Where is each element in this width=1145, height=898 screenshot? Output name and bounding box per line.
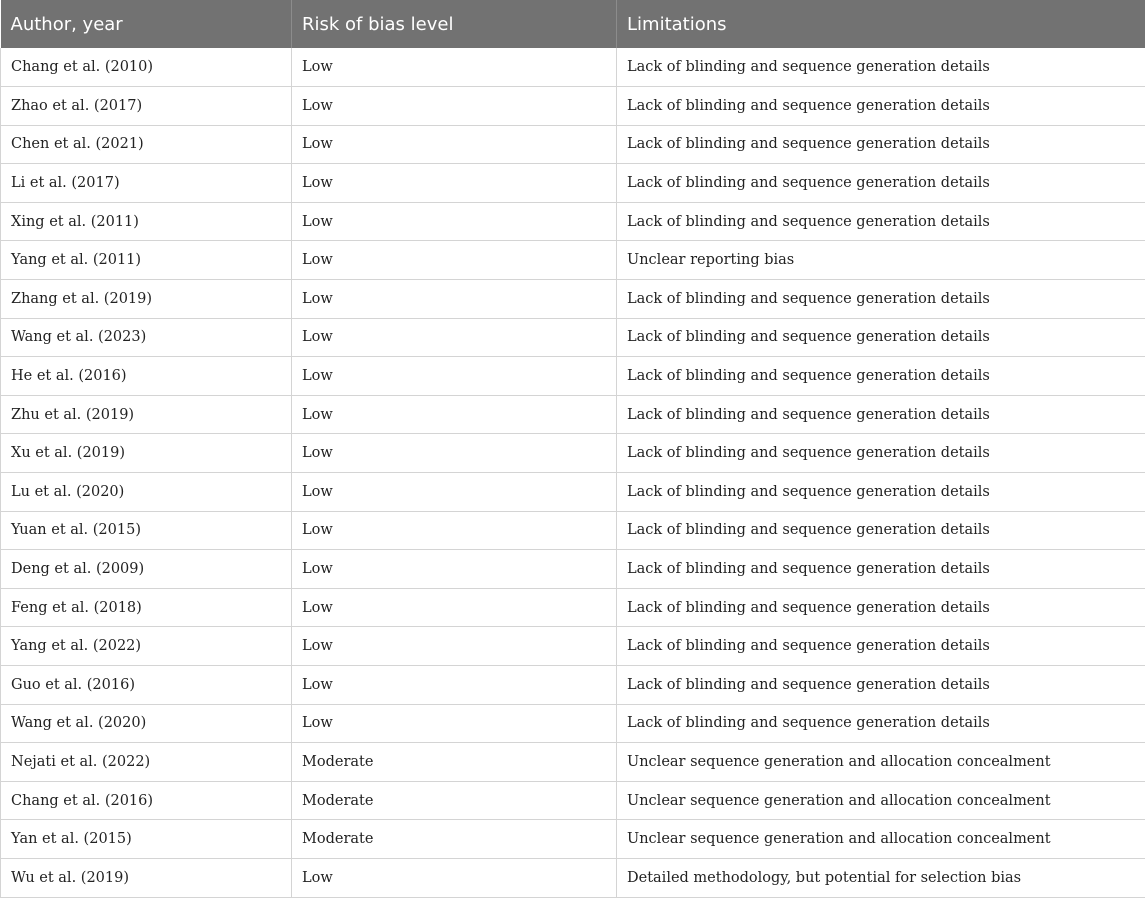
cell-limitations: Unclear sequence generation and allocation concealment bbox=[617, 781, 1145, 820]
cell-risk-level: Moderate bbox=[292, 743, 617, 782]
cell-author-year: He et al. (2016) bbox=[1, 357, 292, 396]
table-row bbox=[1, 781, 1145, 820]
table-row bbox=[1, 511, 1145, 550]
cell-risk-level: Low bbox=[292, 202, 617, 241]
table-row bbox=[1, 395, 1145, 434]
cell-limitations: Lack of blinding and sequence generation details bbox=[617, 588, 1145, 627]
table-row bbox=[1, 357, 1145, 396]
cell-limitations: Lack of blinding and sequence generation details bbox=[617, 318, 1145, 357]
cell-author-year: Xu et al. (2019) bbox=[1, 434, 292, 473]
cell-risk-level: Moderate bbox=[292, 820, 617, 859]
cell-risk-level: Low bbox=[292, 164, 617, 203]
cell-author-year: Lu et al. (2020) bbox=[1, 473, 292, 512]
table-row bbox=[1, 280, 1145, 319]
cell-author-year: Yuan et al. (2015) bbox=[1, 511, 292, 550]
cell-limitations: Lack of blinding and sequence generation details bbox=[617, 550, 1145, 589]
cell-author-year: Yan et al. (2015) bbox=[1, 820, 292, 859]
cell-risk-level: Low bbox=[292, 280, 617, 319]
cell-risk-level: Low bbox=[292, 473, 617, 512]
cell-limitations: Lack of blinding and sequence generation details bbox=[617, 357, 1145, 396]
header-risk-of-bias-level: Risk of bias level bbox=[292, 0, 617, 48]
cell-author-year: Yang et al. (2022) bbox=[1, 627, 292, 666]
cell-author-year: Chen et al. (2021) bbox=[1, 125, 292, 164]
cell-risk-level: Low bbox=[292, 357, 617, 396]
table-row bbox=[1, 48, 1145, 87]
cell-risk-level: Low bbox=[292, 48, 617, 87]
cell-risk-level: Low bbox=[292, 550, 617, 589]
cell-risk-level: Low bbox=[292, 588, 617, 627]
cell-limitations: Lack of blinding and sequence generation details bbox=[617, 48, 1145, 87]
cell-author-year: Nejati et al. (2022) bbox=[1, 743, 292, 782]
cell-author-year: Chang et al. (2016) bbox=[1, 781, 292, 820]
cell-author-year: Wang et al. (2023) bbox=[1, 318, 292, 357]
table-row bbox=[1, 704, 1145, 743]
table-row bbox=[1, 318, 1145, 357]
cell-author-year: Yang et al. (2011) bbox=[1, 241, 292, 280]
cell-author-year: Wang et al. (2020) bbox=[1, 704, 292, 743]
cell-risk-level: Moderate bbox=[292, 781, 617, 820]
cell-limitations: Lack of blinding and sequence generation details bbox=[617, 395, 1145, 434]
cell-author-year: Feng et al. (2018) bbox=[1, 588, 292, 627]
table-row bbox=[1, 473, 1145, 512]
cell-limitations: Lack of blinding and sequence generation details bbox=[617, 666, 1145, 705]
cell-author-year: Deng et al. (2009) bbox=[1, 550, 292, 589]
cell-author-year: Chang et al. (2010) bbox=[1, 48, 292, 87]
table-row bbox=[1, 164, 1145, 203]
table-row bbox=[1, 87, 1145, 126]
cell-risk-level: Low bbox=[292, 125, 617, 164]
cell-risk-level: Low bbox=[292, 318, 617, 357]
table-row bbox=[1, 858, 1145, 897]
cell-risk-level: Low bbox=[292, 511, 617, 550]
cell-limitations: Lack of blinding and sequence generation details bbox=[617, 280, 1145, 319]
cell-author-year: Li et al. (2017) bbox=[1, 164, 292, 203]
cell-limitations: Lack of blinding and sequence generation details bbox=[617, 511, 1145, 550]
header-author-year: Author, year bbox=[1, 0, 292, 48]
cell-limitations: Lack of blinding and sequence generation details bbox=[617, 473, 1145, 512]
cell-limitations: Lack of blinding and sequence generation details bbox=[617, 202, 1145, 241]
header-row bbox=[1, 0, 1145, 48]
cell-limitations: Lack of blinding and sequence generation details bbox=[617, 704, 1145, 743]
table-row bbox=[1, 666, 1145, 705]
cell-limitations: Unclear sequence generation and allocation concealment bbox=[617, 820, 1145, 859]
cell-risk-level: Low bbox=[292, 627, 617, 666]
cell-author-year: Zhu et al. (2019) bbox=[1, 395, 292, 434]
table-body bbox=[1, 48, 1145, 897]
cell-risk-level: Low bbox=[292, 87, 617, 126]
cell-author-year: Wu et al. (2019) bbox=[1, 858, 292, 897]
cell-limitations: Lack of blinding and sequence generation details bbox=[617, 87, 1145, 126]
table-row bbox=[1, 202, 1145, 241]
cell-risk-level: Low bbox=[292, 666, 617, 705]
table-row bbox=[1, 550, 1145, 589]
table-row bbox=[1, 588, 1145, 627]
cell-author-year: Zhang et al. (2019) bbox=[1, 280, 292, 319]
table-row bbox=[1, 820, 1145, 859]
cell-risk-level: Low bbox=[292, 395, 617, 434]
cell-limitations: Lack of blinding and sequence generation details bbox=[617, 164, 1145, 203]
cell-author-year: Zhao et al. (2017) bbox=[1, 87, 292, 126]
table-row bbox=[1, 627, 1145, 666]
cell-risk-level: Low bbox=[292, 241, 617, 280]
cell-limitations: Detailed methodology, but potential for selection bias bbox=[617, 858, 1145, 897]
cell-limitations: Unclear reporting bias bbox=[617, 241, 1145, 280]
table-row bbox=[1, 743, 1145, 782]
cell-risk-level: Low bbox=[292, 858, 617, 897]
cell-limitations: Unclear sequence generation and allocation concealment bbox=[617, 743, 1145, 782]
table-row bbox=[1, 241, 1145, 280]
cell-limitations: Lack of blinding and sequence generation details bbox=[617, 627, 1145, 666]
cell-limitations: Lack of blinding and sequence generation details bbox=[617, 434, 1145, 473]
cell-limitations: Lack of blinding and sequence generation details bbox=[617, 125, 1145, 164]
cell-author-year: Xing et al. (2011) bbox=[1, 202, 292, 241]
cell-risk-level: Low bbox=[292, 434, 617, 473]
table-row bbox=[1, 125, 1145, 164]
cell-risk-level: Low bbox=[292, 704, 617, 743]
header-limitations: Limitations bbox=[617, 0, 1145, 48]
cell-author-year: Guo et al. (2016) bbox=[1, 666, 292, 705]
table-header bbox=[1, 0, 1145, 48]
table-row bbox=[1, 434, 1145, 473]
